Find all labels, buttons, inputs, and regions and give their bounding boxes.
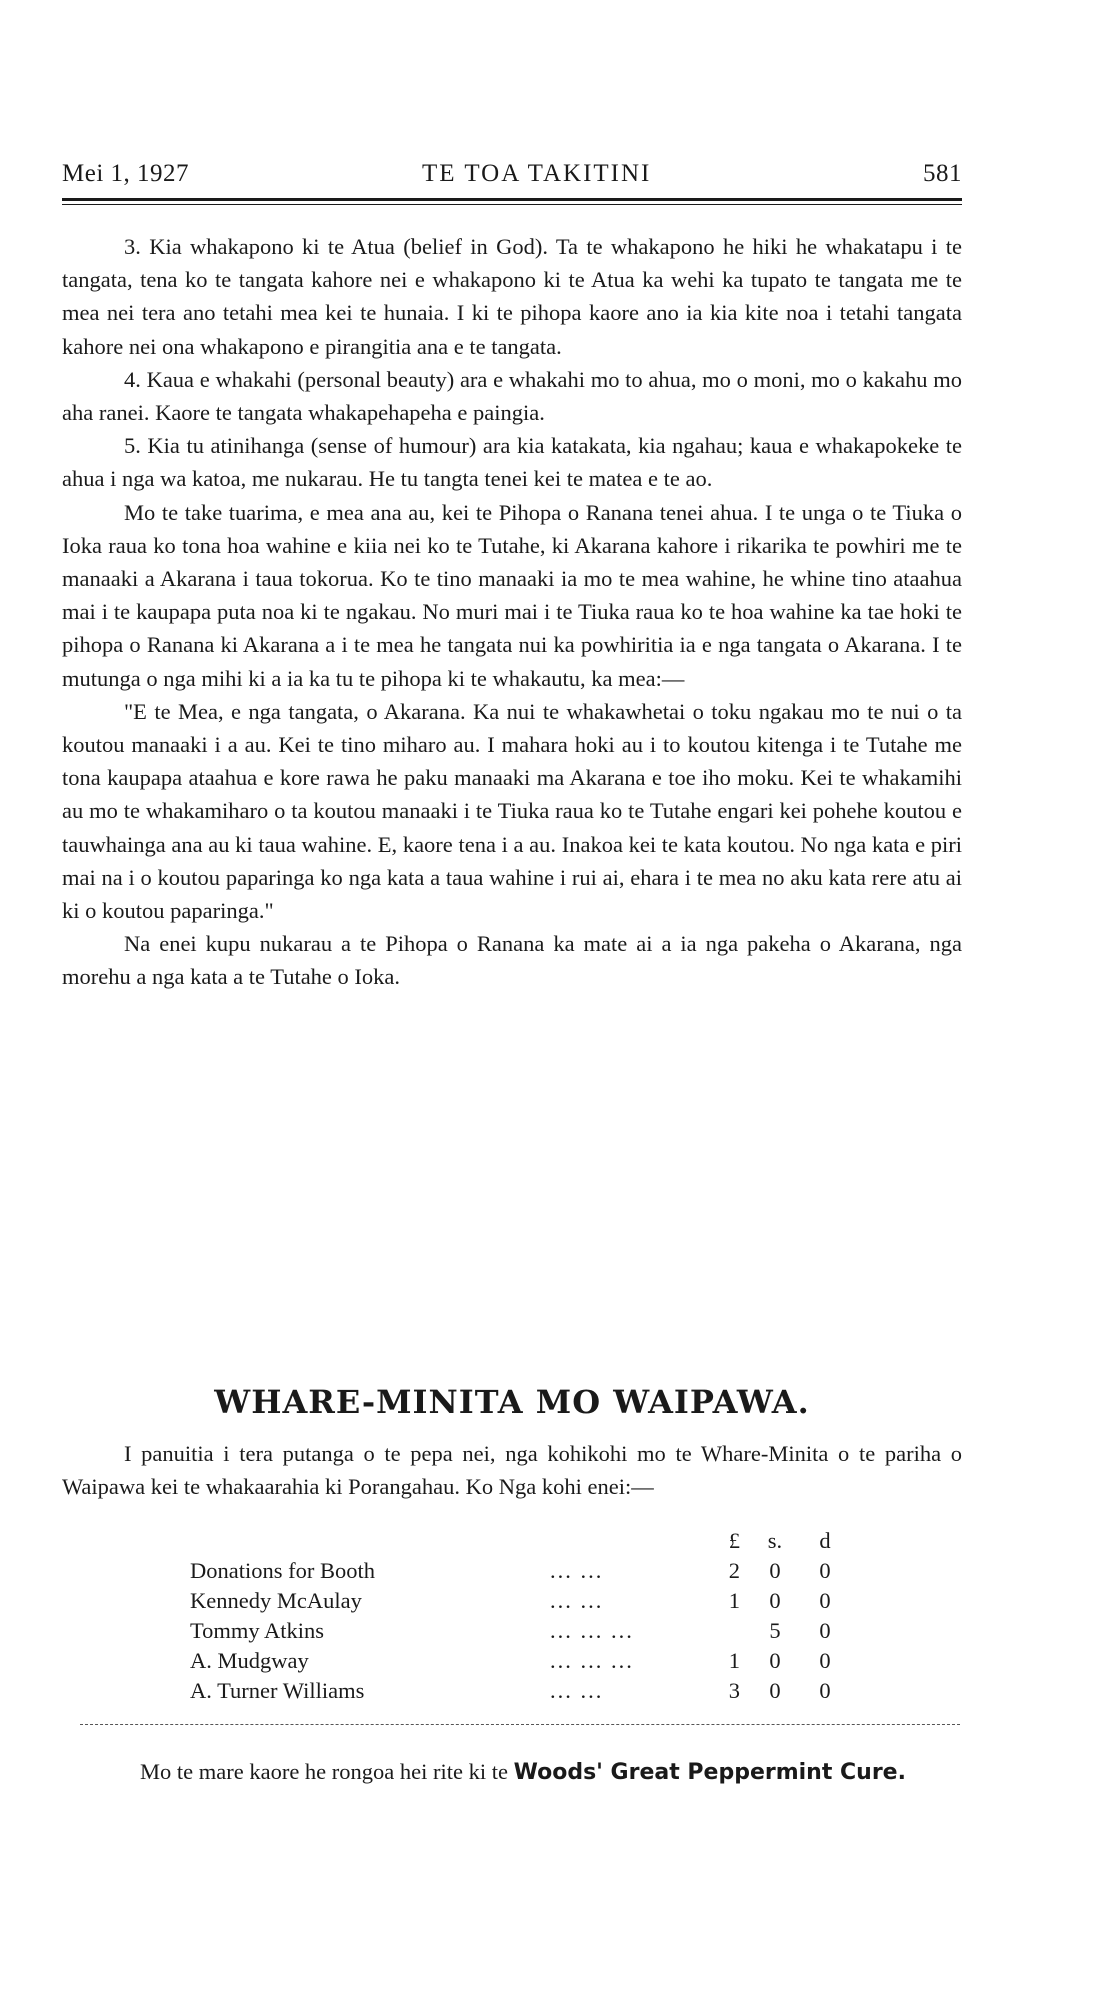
intro-paragraph: I panuitia i tera putanga o te pepa nei, nga kohikohi mo te Whare-Minita o te pariha o Waipawa kei te whakaarahia ki Porangahau. Ko Nga kohi enei:—	[62, 1441, 962, 1499]
section-divider	[80, 1724, 960, 1725]
amount-pounds: 3	[728, 1678, 740, 1703]
column-shillings: s.	[767, 1528, 783, 1553]
amount-pence: 0	[819, 1588, 831, 1613]
page-header	[62, 160, 962, 196]
amount-pence: 0	[819, 1558, 831, 1583]
advert-line	[62, 1757, 972, 1788]
donor-name: A. Mudgway	[190, 1648, 309, 1673]
donor-name: Kennedy McAulay	[190, 1588, 362, 1613]
donations-header-row	[190, 1528, 890, 1558]
table-row	[190, 1618, 890, 1648]
paragraph: "E te Mea, e nga tangata, o Akarana. Ka nui te whakawhetai o toku ngakau mo te nui o ta koutou manaaki i a au. Kei te tino miharo au. I mahara hoki au i to koutou kitenga i te Tutahe me tona kaupapa ataahua e kore rawa he paku manaaki ma Akarana e toe iho moku. Kei te whakamihi au mo te whakamiharo o ta koutou manaaki i te Tiuka raua ko te Tutahe engari kei pohehe koutou e tauwhainga ana au ki taua wahine. E, kaore tena i a au. Inakoa kei te kata koutou. No nga kata e piri mai na i o koutou paparinga ko nga kata a taua wahine i rui ai, ehara i te mea no aku kata rere atu ai ki o koutou paparinga."	[62, 698, 962, 924]
section-intro	[62, 1437, 962, 1503]
page-number: 581	[923, 160, 962, 187]
header-rule	[62, 198, 962, 201]
header-title: TE TOA TAKITINI	[422, 160, 652, 187]
column-pounds: £	[728, 1528, 740, 1553]
advertisement	[62, 1757, 972, 1788]
amount-pence: 0	[819, 1648, 831, 1673]
paragraph: Mo te take tuarima, e mea ana au, kei te Pihopa o Ranana tenei ahua. I te unga o te Tiuka o Ioka raua ko tona hoa wahine e kiia nei ko te Tutahe, ki Akarana kahore i rikarika te powhiri me te manaaki a Akarana i taua tokorua. Ko te tino manaaki ia mo te mea wahine, he whine tino ataahua mai i te kaupapa puta noa ki te ngakau. No muri mai i te Tiuka raua ko te hoa wahine ka tae hoki te pihopa o Ranana ki Akarana a i te mea he tangata nui ka powhiritia ia e nga tangata o Akarana. I te mutunga o nga mihi ki a ia ka tu te pihopa ki te whakautu, ka mea:—	[62, 499, 962, 691]
amount-shillings: 5	[769, 1618, 781, 1643]
amount-shillings: 0	[769, 1588, 781, 1613]
header-date: Mei 1, 1927	[62, 160, 190, 187]
table-row	[190, 1678, 890, 1708]
paragraph: 5. Kia tu atinihanga (sense of humour) ara kia katakata, kia ngahau; kaua e whakapokeke te ahua i nga wa katoa, me nukarau. He tu tangta tenei kei te matea e te ao.	[62, 433, 962, 492]
advert-text: Mo te mare kaore he rongoa hei rite ki te	[140, 1759, 514, 1784]
leader-dots: ... ... ...	[550, 1618, 634, 1643]
amount-pounds: 1	[728, 1588, 740, 1613]
paragraph: Na enei kupu nukarau a te Pihopa o Ranana ka mate ai a ia nga pakeha o Akarana, nga morehu a nga kata a te Tutahe o Ioka.	[62, 931, 962, 990]
amount-pounds: 1	[728, 1648, 740, 1673]
amount-shillings: 0	[769, 1558, 781, 1583]
header-rule-thin	[62, 204, 962, 205]
table-row	[190, 1558, 890, 1588]
amount-shillings: 0	[769, 1678, 781, 1703]
leader-dots: ... ... ...	[550, 1648, 634, 1673]
donor-name: Tommy Atkins	[190, 1618, 325, 1643]
donor-name: Donations for Booth	[190, 1558, 375, 1583]
paragraph: 3. Kia whakapono ki te Atua (belief in God). Ta te whakapono he hiki he whakatapu i te tangata, tena ko te tangata kahore nei e whakapono ki te Atua ka wehi ka tupato te tangata me te mea nei tera ano tetahi mea kei te hunaia. I ki te pihopa kaore ano ia kia kite noa i tetahi tangata kahore nei ona whakapono e pirangitia ana e te tangata.	[62, 234, 962, 359]
section-heading: WHARE-MINITA MO WAIPAWA.	[214, 1383, 810, 1421]
amount-shillings: 0	[769, 1648, 781, 1673]
leader-dots: ... ...	[550, 1678, 604, 1703]
leader-dots: ... ...	[550, 1588, 604, 1613]
advert-product: Woods' Great Peppermint Cure.	[513, 1760, 906, 1785]
donations-table	[190, 1528, 890, 1708]
amount-pence: 0	[819, 1678, 831, 1703]
column-pence: d	[819, 1528, 831, 1553]
leader-dots: ... ...	[550, 1558, 604, 1583]
amount-pence: 0	[819, 1618, 831, 1643]
donor-name: A. Turner Williams	[190, 1678, 365, 1703]
table-row	[190, 1588, 890, 1618]
table-row	[190, 1648, 890, 1678]
paragraph: 4. Kaua e whakahi (personal beauty) ara e whakahi mo to ahua, mo o moni, mo o kakahu mo aha ranei. Kaore te tangata whakapehapeha e paingia.	[62, 366, 962, 426]
amount-pounds: 2	[728, 1558, 740, 1583]
article-body	[62, 230, 962, 994]
